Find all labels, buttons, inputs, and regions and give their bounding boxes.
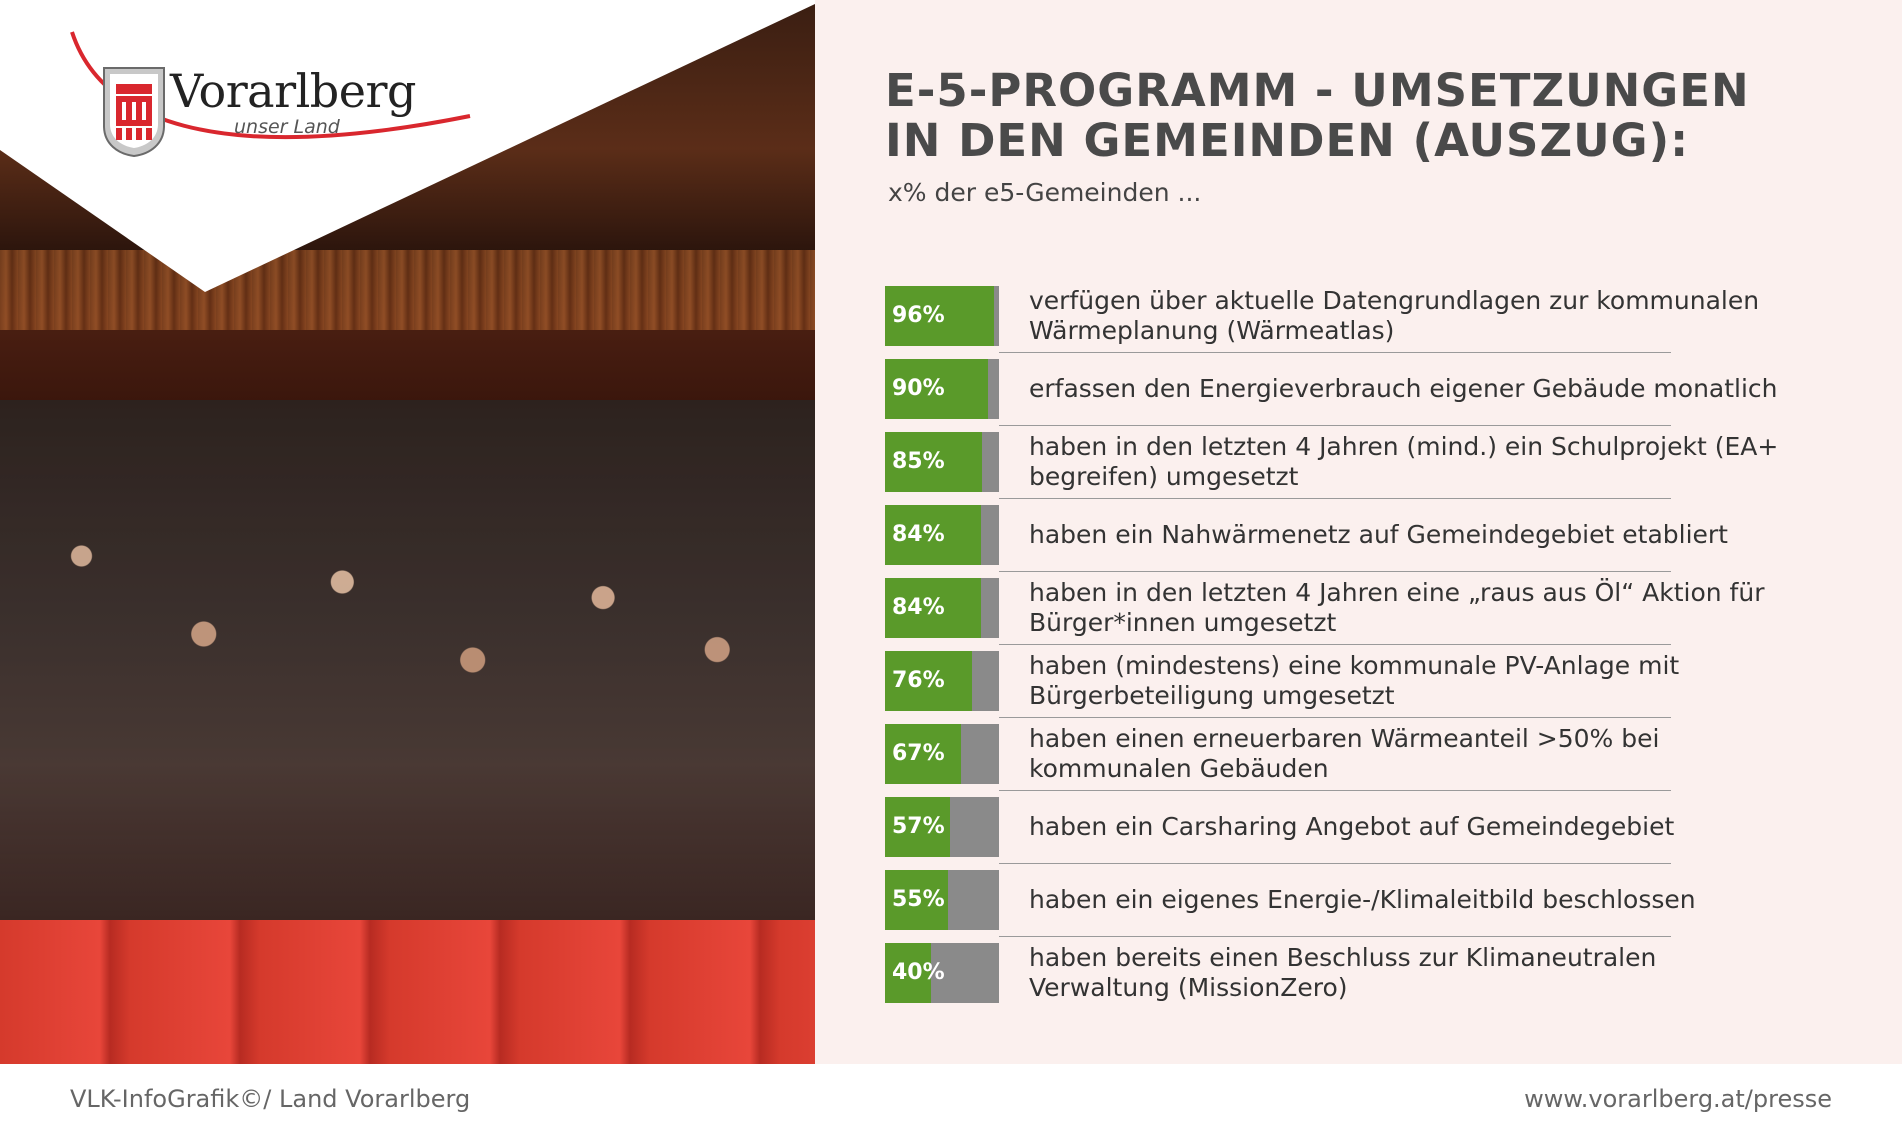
row-divider — [999, 790, 1671, 791]
row-divider — [999, 498, 1671, 499]
bar-row — [885, 432, 1785, 492]
footer-credit: VLK-InfoGrafik©/ Land Vorarlberg — [70, 1085, 471, 1113]
logo-wordmark: Vorarlberg — [170, 64, 416, 118]
bar-track — [885, 724, 999, 784]
bar-track — [885, 651, 999, 711]
bar-row — [885, 797, 1785, 857]
bar-category-label: haben bereits einen Beschluss zur Klimaneutralen Verwaltung (MissionZero) — [1029, 943, 1657, 1002]
bar-track — [885, 505, 999, 565]
bar-row — [885, 286, 1785, 346]
bar-category-label: haben ein eigenes Energie-/Klimaleitbild beschlossen — [1029, 885, 1696, 914]
bar-value-label: 57% — [892, 814, 945, 839]
bar-value-label: 84% — [892, 522, 945, 547]
bar-track — [885, 797, 999, 857]
bar-category-label: haben einen erneuerbaren Wärmeanteil >50% bei kommunalen Gebäuden — [1029, 724, 1660, 783]
bar-track — [885, 578, 999, 638]
row-divider — [999, 863, 1671, 864]
row-divider — [999, 571, 1671, 572]
bar-chart — [885, 286, 1785, 1016]
bar-category-label: haben ein Carsharing Angebot auf Gemeindegebiet — [1029, 812, 1675, 841]
bar-value-label: 67% — [892, 741, 945, 766]
bar-value-label: 40% — [892, 960, 945, 985]
coat-of-arms-icon — [102, 66, 166, 158]
bar-row — [885, 943, 1785, 1003]
footer-url[interactable]: www.vorarlberg.at/presse — [1524, 1085, 1832, 1113]
page-title: E-5-PROGRAMM - UMSETZUNGEN IN DEN GEMEINDEN (AUSZUG): — [885, 64, 1750, 167]
bar-row — [885, 359, 1785, 419]
bar-row — [885, 505, 1785, 565]
row-divider — [999, 717, 1671, 718]
bar-track — [885, 286, 999, 346]
bar-value-label: 76% — [892, 668, 945, 693]
bar-value-label: 96% — [892, 303, 945, 328]
bar-track — [885, 943, 999, 1003]
bar-value-label: 85% — [892, 449, 945, 474]
bar-row — [885, 578, 1785, 638]
chart-subtitle: x% der e5-Gemeinden ... — [888, 178, 1202, 207]
bar-category-label: haben ein Nahwärmenetz auf Gemeindegebiet etabliert — [1029, 520, 1728, 549]
bar-track — [885, 870, 999, 930]
bar-track — [885, 432, 999, 492]
bar-category-label: haben in den letzten 4 Jahren eine „raus aus Öl“ Aktion für Bürger*innen umgesetzt — [1029, 578, 1765, 637]
bar-category-label: haben in den letzten 4 Jahren (mind.) ein Schulprojekt (EA+ begreifen) umgesetzt — [1029, 432, 1779, 491]
crowd — [0, 400, 815, 920]
bar-category-label: verfügen über aktuelle Datengrundlagen zur kommunalen Wärmeplanung (Wärmeatlas) — [1029, 286, 1760, 345]
bar-track — [885, 359, 999, 419]
row-divider — [999, 425, 1671, 426]
bar-value-label: 90% — [892, 376, 945, 401]
bar-category-label: erfassen den Energieverbrauch eigener Gebäude monatlich — [1029, 374, 1778, 403]
theatre-seats — [0, 920, 815, 1064]
bar-value-label: 84% — [892, 595, 945, 620]
wood-wall — [0, 250, 815, 330]
bar-row — [885, 870, 1785, 930]
bar-value-label: 55% — [892, 887, 945, 912]
row-divider — [999, 644, 1671, 645]
logo-tagline: unser Land — [234, 116, 340, 138]
row-divider — [999, 352, 1671, 353]
row-divider — [999, 936, 1671, 937]
bar-category-label: haben (mindestens) eine kommunale PV-Anlage mit Bürgerbeteiligung umgesetzt — [1029, 651, 1680, 710]
bar-row — [885, 651, 1785, 711]
bar-row — [885, 724, 1785, 784]
